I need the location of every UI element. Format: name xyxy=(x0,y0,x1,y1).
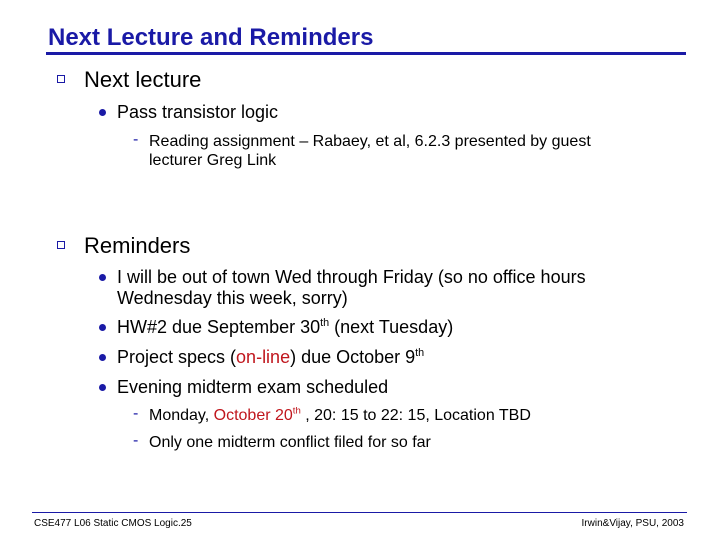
sub-item: Monday, October 20th , 20: 15 to 22: 15, Location TBD xyxy=(149,405,531,424)
square-bullet-icon xyxy=(57,241,65,249)
dot-bullet-icon xyxy=(99,354,106,361)
list-item: Pass transistor logic xyxy=(117,102,279,122)
sub-item: Only one midterm conflict filed for so far xyxy=(149,434,431,451)
list-item: Project specs (on-line) due October 9th xyxy=(117,347,425,367)
square-bullet-icon xyxy=(57,75,65,83)
footer-rule xyxy=(32,512,687,513)
dash-bullet-icon: - xyxy=(133,405,139,422)
title-underline xyxy=(46,52,686,55)
list-item: Evening midterm exam scheduled xyxy=(117,377,389,397)
list-item-line: Wednesday this week, sorry) xyxy=(117,288,348,308)
dot-bullet-icon xyxy=(99,109,106,116)
section-heading-reminders: Reminders xyxy=(84,233,191,258)
sub-item-line: Reading assignment – Rabaey, et al, 6.2.3 presented by guest xyxy=(149,133,591,150)
list-item-line: I will be out of town Wed through Friday (so no office hours xyxy=(117,267,586,287)
highlight-text: October 20 xyxy=(213,407,293,424)
slide-title: Next Lecture and Reminders xyxy=(48,24,374,51)
highlight-text: on-line xyxy=(236,347,291,367)
section-heading-next-lecture: Next lecture xyxy=(84,67,202,92)
dash-bullet-icon: - xyxy=(133,432,139,449)
sub-item xyxy=(149,132,591,170)
footer-left: CSE477 L06 Static CMOS Logic.25 xyxy=(34,518,192,529)
dot-bullet-icon xyxy=(99,324,106,331)
sub-item-line: lecturer Greg Link xyxy=(149,152,277,169)
list-item xyxy=(117,267,586,309)
dot-bullet-icon xyxy=(99,384,106,391)
footer-right: Irwin&Vijay, PSU, 2003 xyxy=(581,518,684,529)
dot-bullet-icon xyxy=(99,274,106,281)
dash-bullet-icon: - xyxy=(133,131,139,148)
list-item: HW#2 due September 30th (next Tuesday) xyxy=(117,317,454,337)
